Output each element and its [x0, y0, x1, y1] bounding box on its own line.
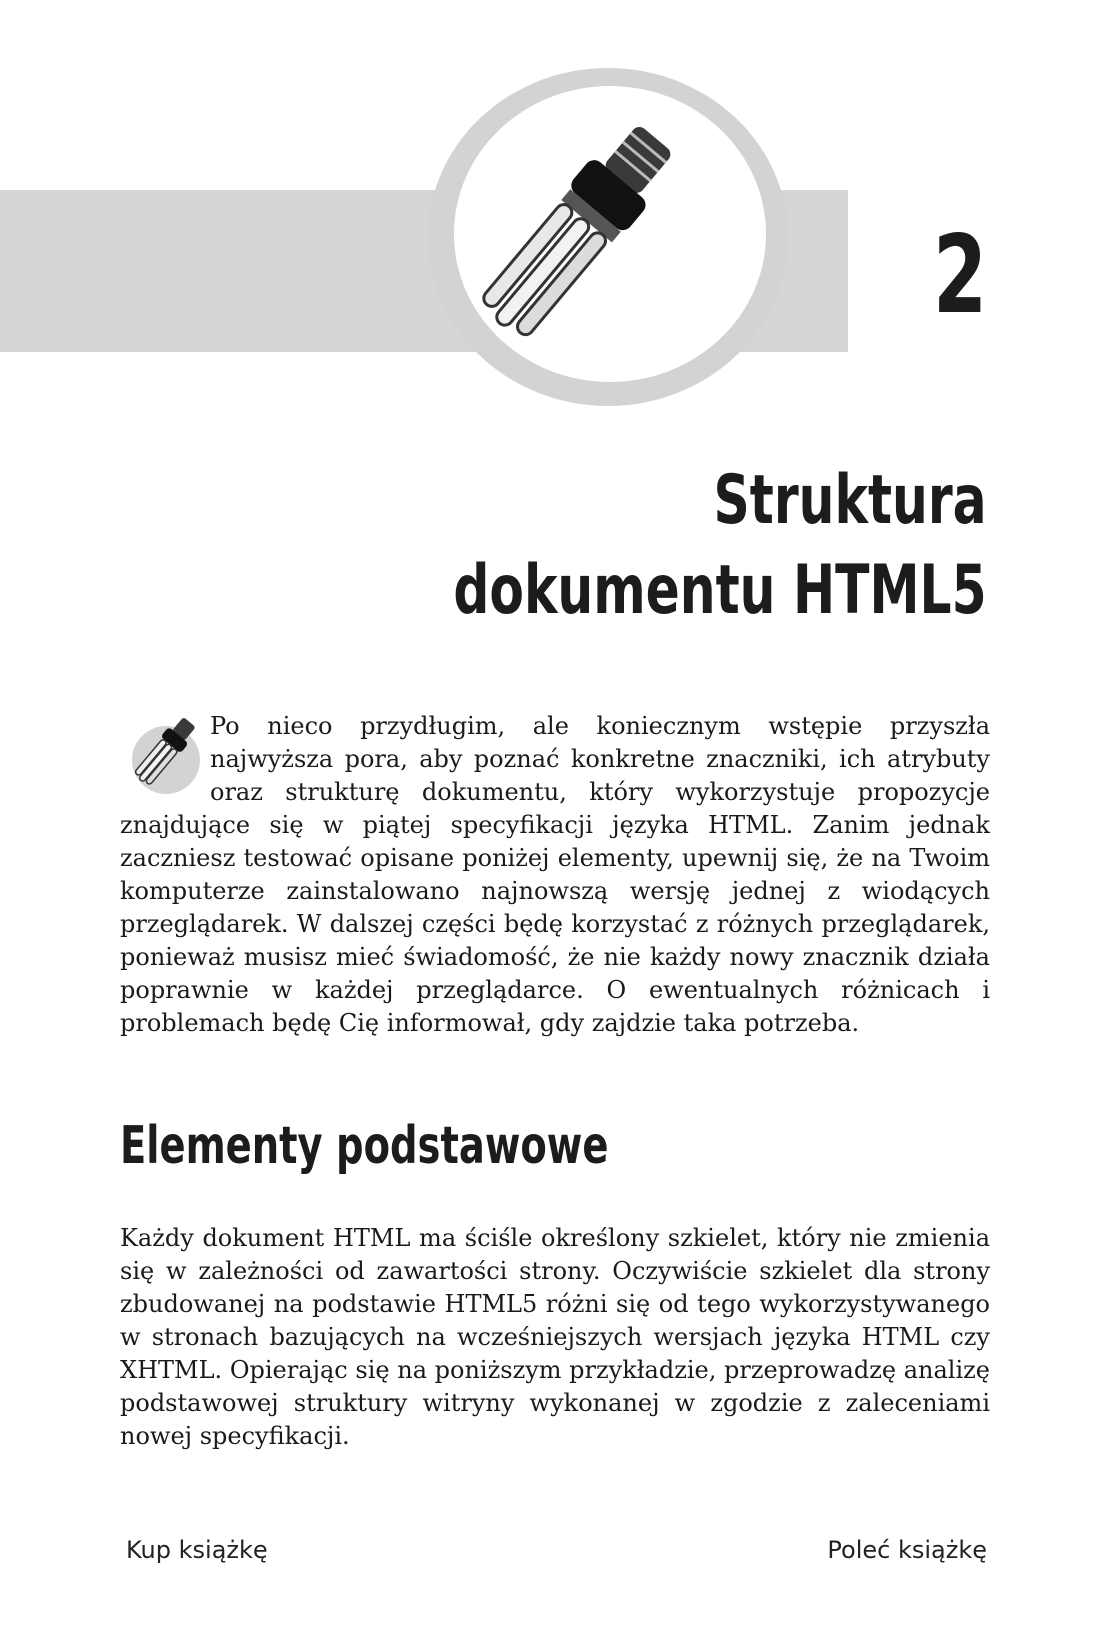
intro-paragraph-block	[120, 710, 990, 1040]
chapter-title	[454, 456, 987, 636]
light-bulb-icon	[120, 710, 204, 800]
light-bulb-icon	[440, 105, 710, 365]
intro-paragraph: Po nieco przydługim, ale koniecznym wstępie przyszła najwyższa pora, aby poznać konkretne znaczniki, ich atrybuty oraz strukturę dokumentu, który wykorzystuje propozycje znajdujące się w piątej specyfikacji języka HTML. Zanim jednak zaczniesz testować opisane poniżej elementy, upewnij się, że na Twoim komputerze zainstalowano najnowszą wersję jednej z wiodących przeglądarek. W dalszej części będę korzystać z różnych przeglądarek, ponieważ musisz mieć świadomość, że nie każdy nowy znacznik działa poprawnie w każdej przeglądarce. O ewentualnych różnicach i problemach będę Cię informował, gdy zajdzie taka potrzeba.	[120, 712, 990, 1037]
section-heading: Elementy podstawowe	[120, 1116, 609, 1176]
chapter-title-line2: dokumentu HTML5	[453, 551, 987, 630]
buy-book-link[interactable]: Kup książkę	[126, 1536, 268, 1564]
recommend-book-link[interactable]: Poleć książkę	[827, 1536, 987, 1564]
chapter-number: 2	[932, 213, 987, 338]
section-paragraph: Każdy dokument HTML ma ściśle określony szkielet, który nie zmienia się w zależności od zawartości strony. Oczywiście szkielet dla strony zbudowanej na podstawie HTML5 różni się od tego wykorzystywanego w stronach bazujących na wcześniejszych wersjach języka HTML czy XHTML. Opierając się na poniższym przykładzie, przeprowadzę analizę podstawowej struktury witryny wykonanej w zgodzie z zaleceniami nowej specyfikacji.	[120, 1224, 990, 1450]
chapter-title-line1: Struktura	[713, 461, 987, 540]
